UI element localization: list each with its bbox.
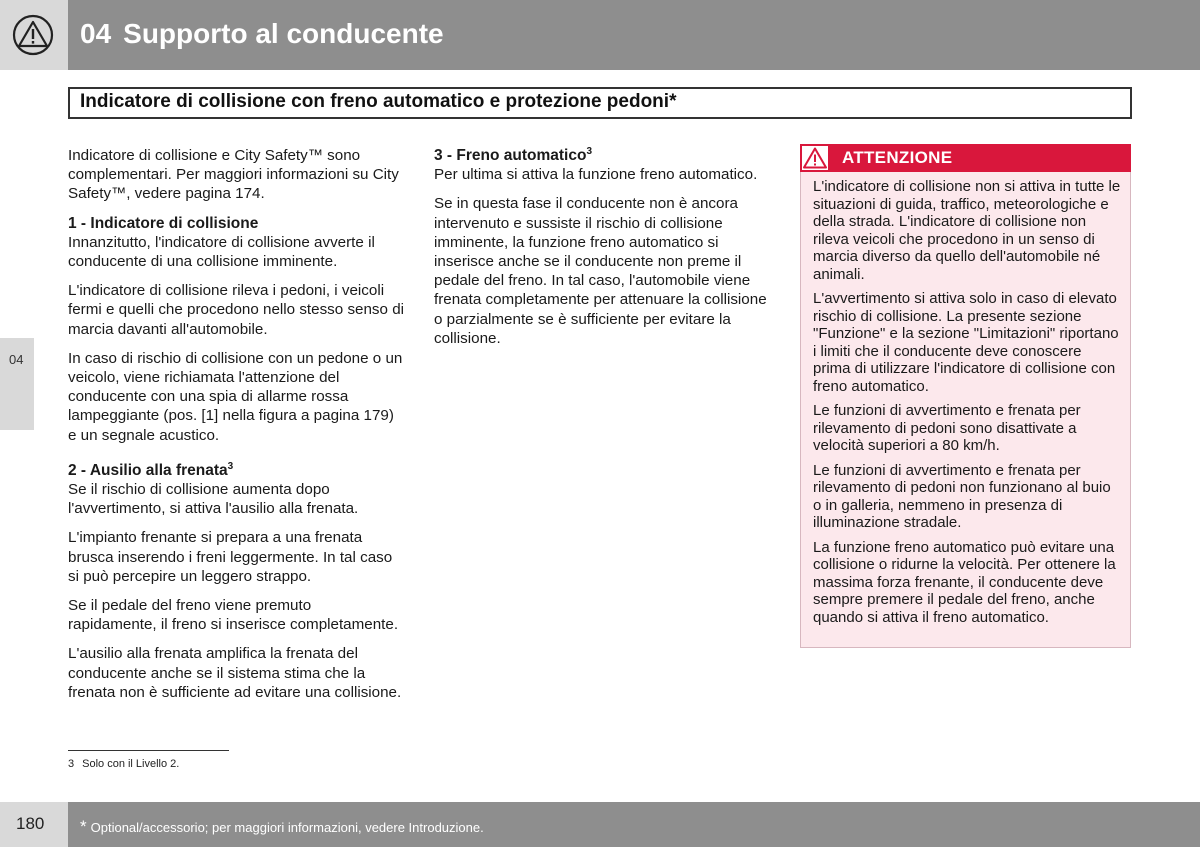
intro-paragraph: Indicatore di collisione e City Safety™ sono complementari. Per maggiori informazioni su City Safety™, vedere pagina 174. (68, 147, 399, 203)
footnote-ref: 3 (227, 460, 234, 472)
footer-note (80, 817, 484, 837)
warning-paragraph: L'avvertimento si attiva solo in caso di elevato rischio di collisione. La presente sezione "Funzione" e la sezione "Limitazioni" riportano i limiti che il conducente deve conoscere prima di utilizzare l'indicatore di collisione con freno automatico. (813, 290, 1119, 395)
footnote-divider (68, 750, 229, 751)
page-number: 180 (16, 814, 45, 833)
heading-auto-brake (434, 146, 770, 165)
paragraph: L'indicatore di collisione rileva i pedoni, i veicoli fermi e quelli che procedono nello stesso senso di marcia davanti all'automobile. (68, 282, 405, 338)
warning-paragraph: L'indicatore di collisione non si attiva in tutte le situazioni di guida, traffico, meteorologiche e della strada. L'indicatore di collisione non rileva veicoli che procedono in un senso di marcia diverso da quello dell'automobile né animali. (813, 178, 1121, 283)
chapter-title-text: Supporto al conducente (123, 18, 444, 49)
warning-triangle-icon (12, 14, 54, 56)
warning-paragraph: Le funzioni di avvertimento e frenata per rilevamento di pedoni non funzionano al buio o in galleria, nemmeno in presenza di illuminazione stradale. (813, 461, 1111, 531)
warning-paragraph: Le funzioni di avvertimento e frenata per rilevamento di pedoni sono disattivate a velocità superiori a 80 km/h. (813, 402, 1081, 454)
warning-paragraph: La funzione freno automatico può evitare una collisione o ridurne la velocità. Per ottenere la massima forza frenante, il conducente deve sempre premere il pedale del freno, anche quando si attiva il freno automatico. (813, 538, 1116, 626)
paragraph: L'impianto frenante si prepara a una frenata brusca inserendo i freni leggermente. In tal caso si può percepire un leggero strappo. (68, 529, 393, 585)
footnote-text: Solo con il Livello 2. (82, 758, 180, 770)
chapter-number: 04 (80, 18, 112, 49)
column-2 (434, 146, 770, 358)
paragraph: Se il pedale del freno viene premuto rapidamente, il freno si inserisce completamente. (68, 597, 399, 634)
footnote-marker: 3 (68, 758, 75, 770)
heading-text: 3 - Freno automatico (434, 147, 587, 164)
warning-triangle-icon (802, 146, 828, 170)
paragraph: In caso di rischio di collisione con un pedone o un veicolo, viene richiamata l'attenzione del conducente con una spia di allarme rossa lampeggiante (pos. [1] nella figura a pagina 179) e un segnale acustico. (68, 349, 403, 444)
chapter-title (80, 18, 444, 50)
warning-icon-box (802, 146, 828, 170)
paragraph: L'ausilio alla frenata amplifica la frenata del conducente anche se il sistema stima che la frenata non è sufficiente ad evitare una collisione. (68, 645, 402, 701)
column-1 (68, 146, 404, 712)
section-title: Indicatore di collisione con freno automatico e protezione pedoni* (80, 91, 677, 112)
warning-title: ATTENZIONE (842, 148, 953, 167)
footer-note-text: Optional/accessorio; per maggiori informazioni, vedere Introduzione. (90, 820, 484, 835)
paragraph: Innanzitutto, l'indicatore di collisione avverte il conducente di una collisione imminente. (68, 233, 375, 271)
paragraph: Se il rischio di collisione aumenta dopo l'avvertimento, si attiva l'ausilio alla frenata. (68, 481, 359, 518)
footnote (68, 758, 179, 770)
header-icon-box (0, 0, 68, 70)
warning-body (813, 178, 1123, 633)
asterisk: * (80, 817, 87, 836)
heading-brake-assist (68, 461, 404, 480)
side-tab-label: 04 (9, 352, 24, 367)
footnote-ref: 3 (586, 145, 592, 157)
heading-text: 2 - Ausilio alla frenata (68, 461, 228, 479)
paragraph: Se in questa fase il conducente non è ancora intervenuto e sussiste il rischio di collisione imminente, la funzione freno automatico si inserisce anche se il conducente non preme il pedale del freno. In tal caso, l'automobile viene frenata completamente per attenuare la collisione o parzialmente se è sufficiente per evitare la collisione. (434, 195, 767, 347)
paragraph: Per ultima si attiva la funzione freno automatico. (434, 166, 758, 184)
heading-collision-indicator: 1 - Indicatore di collisione (68, 214, 259, 232)
